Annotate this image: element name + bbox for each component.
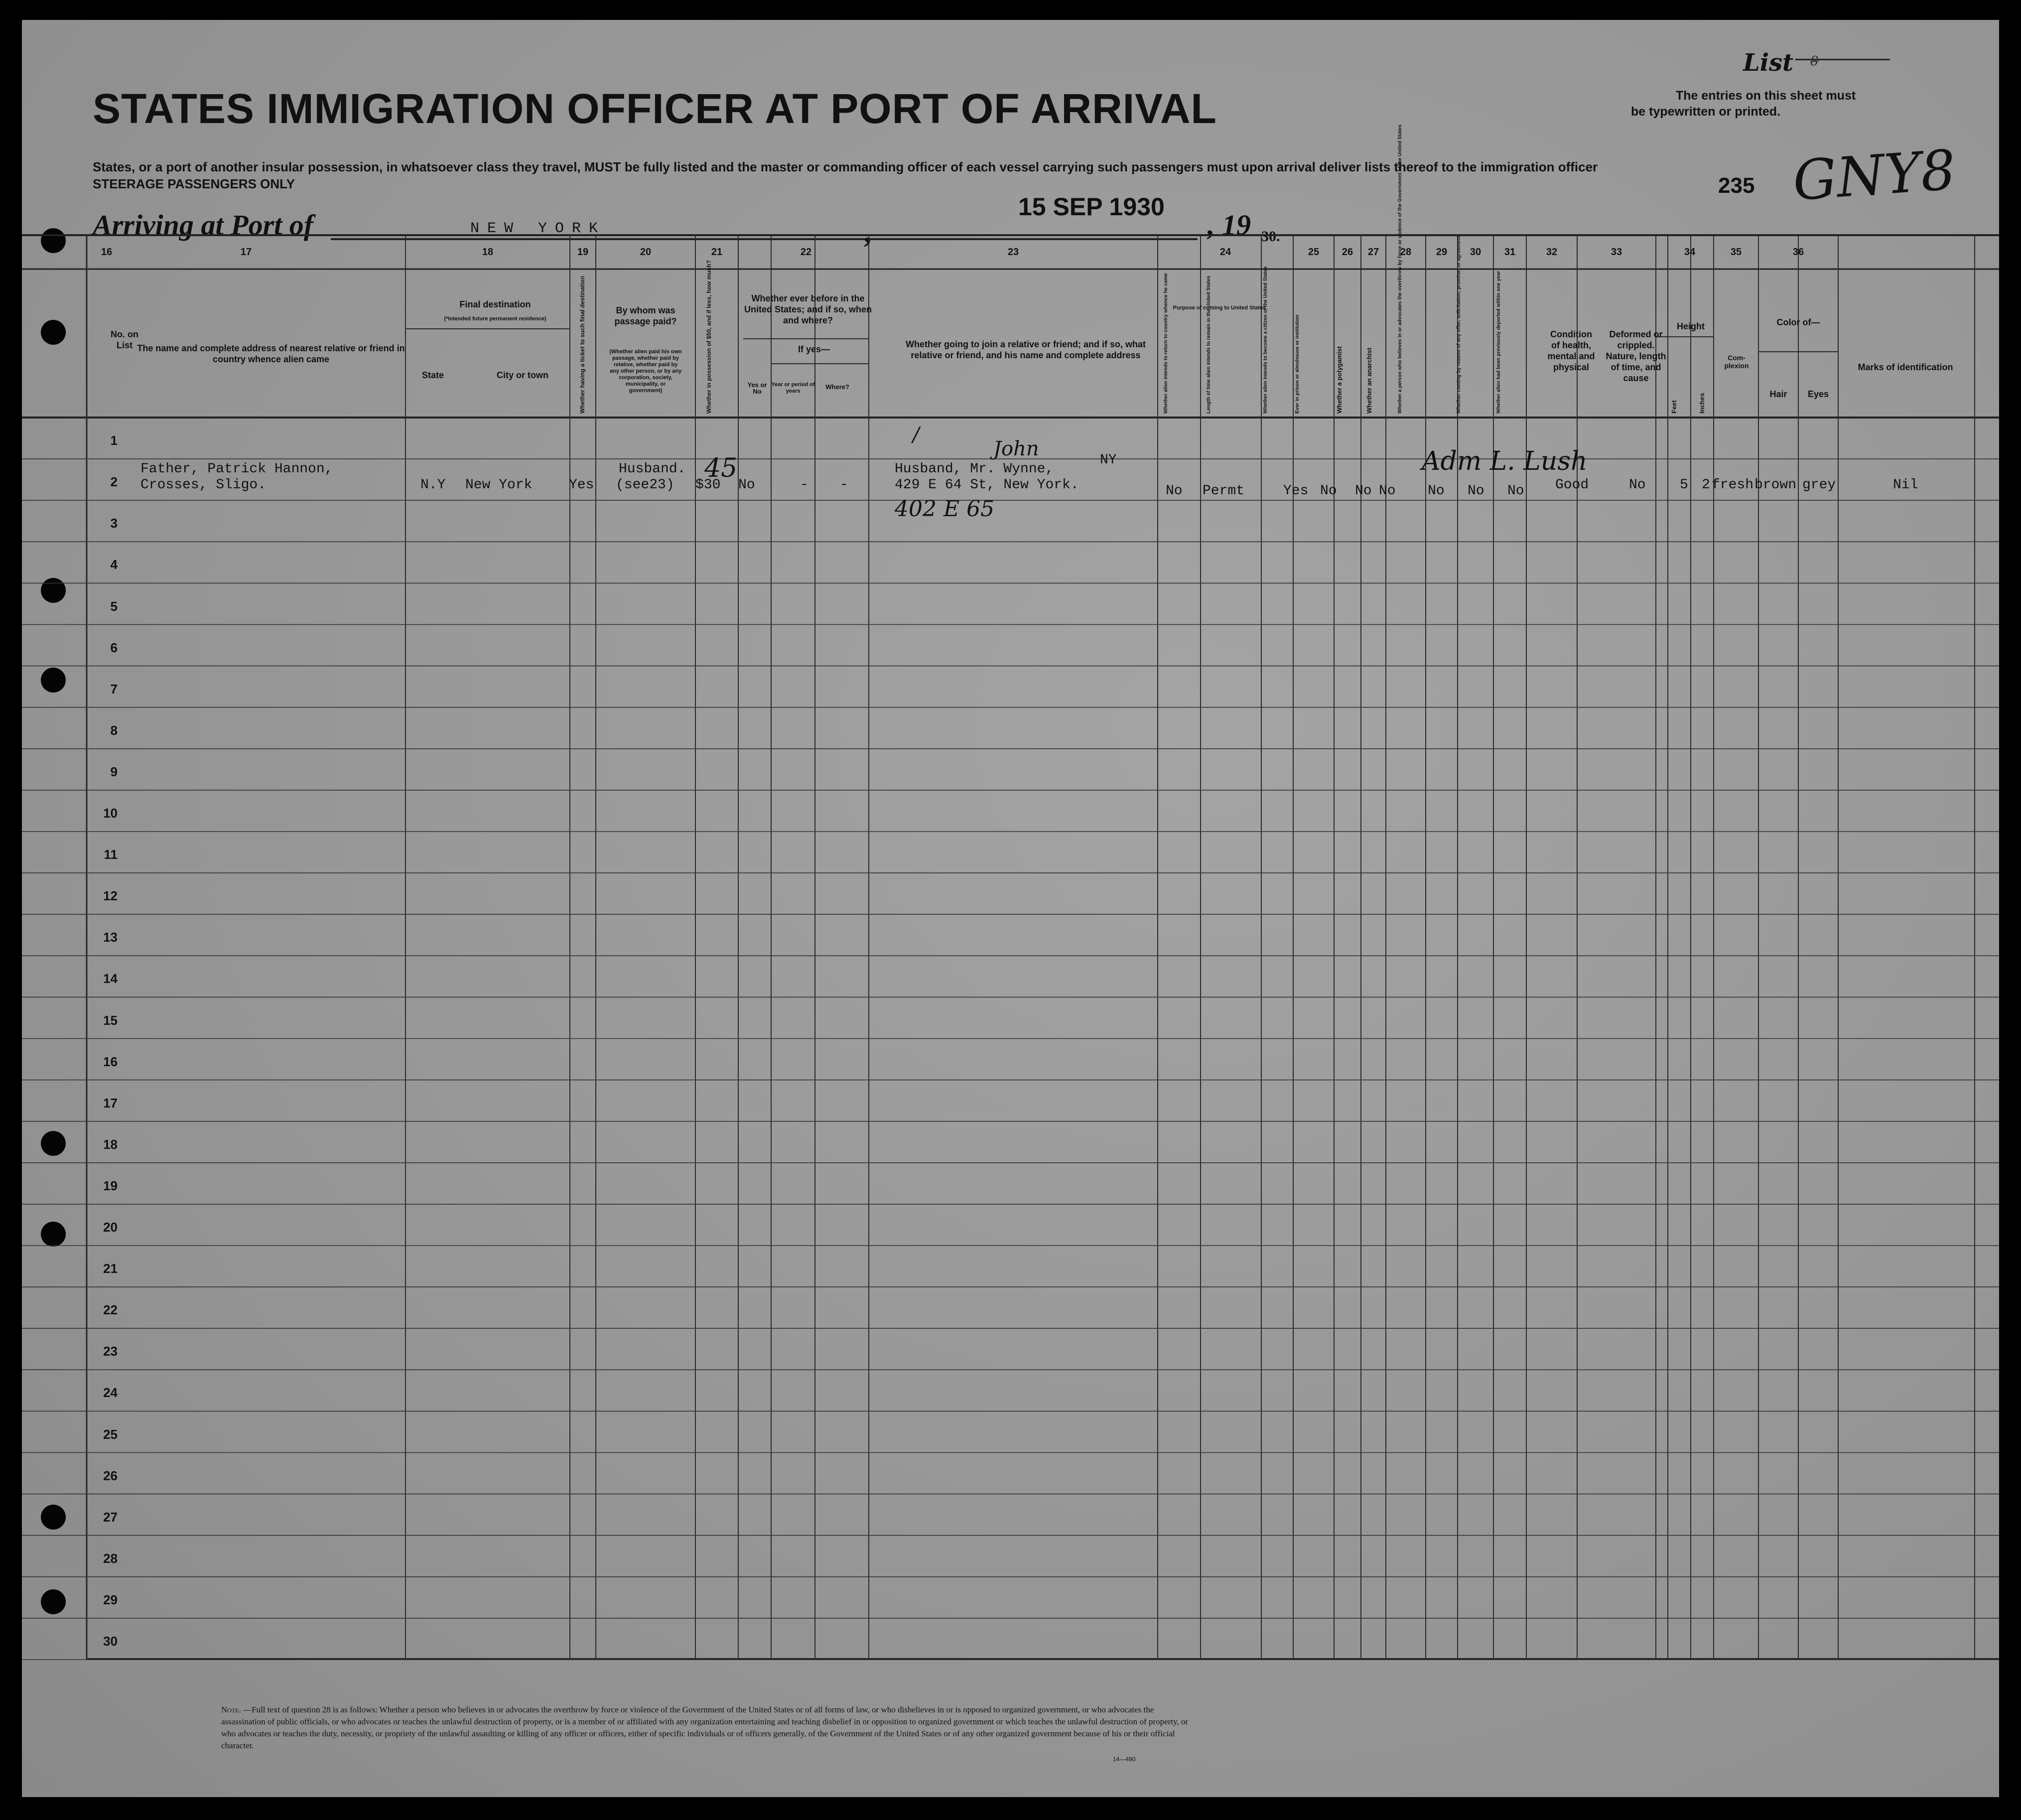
col33-header: Height [1677,321,1705,331]
column-number: 19 [577,247,589,258]
row-number: 29 [103,1592,118,1607]
column-number: 29 [1436,247,1448,258]
col24b-header: Length of time alien intends to remain in the United States [1206,276,1212,414]
col35-eyes: Eyes [1807,389,1829,399]
header-instruction: States, or a port of another insular possession, in whatsoever class they travel, MUST be fully listed and the master or commanding officer of each vessel carrying such passengers must upon arrival deliver lists thereof to the immigration officer [93,159,1598,174]
entry-relative-line1: Father, Patrick Hannon, [140,461,333,477]
column-number: 21 [711,247,723,258]
col23-header: Whether going to join a relative or friend; and if so, what relative or friend, and his name and complete address [905,339,1146,360]
entry-deformed: No [1629,477,1646,493]
row-number: 8 [110,722,118,738]
entry-paid-by: Husband. [619,461,686,477]
col16-header: No. on List [111,329,138,350]
entry-c29: No [1468,483,1484,499]
column-number: 25 [1308,247,1320,258]
column-number: 26 [1342,247,1353,258]
col19-header: Whether having a ticket to such final destination [579,276,586,414]
comma: , [864,216,871,249]
entry-relative-line2: Crosses, Sligo. [140,477,267,493]
col24a-header: Whether alien intends to return to country whence he came [1163,273,1169,414]
year-prefix: , 19 [1208,209,1251,241]
row-number: 3 [110,516,118,531]
col18-city: City or town [497,370,548,380]
entry-c25: No [1320,483,1337,499]
entry-where: - [840,477,848,493]
footnote-text: —Full text of question 28 is as follows: Whether a person who believes in or advocates the overthrow by force or violence of the Government of the United States or of all forms of law, or who disbelieves in or is opposed to organized government, or who advocates the assassination of public officials, or who advocates or teaches the unlawful destruction of property, or is a member of or affiliated with any organization entertaining and teaching disbelief in or opposition to organized government or which teaches the unlawful destruction of property, or who advocates or teaches the duty, necessity, or propriety of the unlawful assaulting or killing of any officer or officers, either of specific individuals or of officers generally, of the Government of the United States or of any other organized government because of his or their official character. [221,1705,1189,1750]
entry-join-hand-mark: / [913,423,920,446]
row-number: 4 [110,557,118,572]
row-number: 27 [103,1509,118,1525]
typewritten-note-1: The entries on this sheet must [1676,89,1856,103]
entry-feet: 5 [1680,477,1688,493]
row-number: 24 [103,1385,118,1400]
col20-header: By whom was passage paid? [614,305,677,326]
entry-length: Permt [1203,483,1245,499]
col34-header: Com- plexion [1724,354,1749,370]
arriving-label: Arriving at Port of [93,209,314,241]
entry-c28: No [1428,483,1445,499]
column-number: 22 [800,247,812,258]
entry-money-hand: 45 [704,453,738,483]
row-number: 11 [104,847,118,862]
col27-header: Whether an anarchist [1365,347,1373,414]
row-number: 22 [103,1302,118,1318]
col22-where: Where? [825,383,849,391]
col21-header: Whether in possession of $50, and if less, how much? [705,260,712,414]
entry-join-hand-name: John [993,437,1039,460]
entry-c30: No [1507,483,1524,499]
col26-header: Whether a polygamist [1336,346,1343,414]
row-number: 18 [103,1136,118,1152]
table-grid [22,20,1999,1797]
row-number: 5 [110,598,118,614]
col22-ifyes: If yes— [798,344,830,354]
row-number: 16 [103,1054,118,1069]
col30-header: Whether alien had been previously deported within one year [1496,271,1501,414]
steerage-note: STEERAGE PASSENGERS ONLY [93,176,295,191]
list-number: 8 [1810,54,1819,69]
row-number: 19 [103,1178,118,1193]
entry-polygamist: No [1355,483,1372,499]
manifest-sheet [22,20,1999,1797]
col33-feet: Feet [1670,400,1678,414]
col36-header: Marks of identification [1858,362,1953,372]
row-number: 13 [103,930,118,945]
col33-inches: Inches [1698,393,1706,414]
column-number: 18 [482,247,494,258]
entry-paid-by-ref: (see23) [616,477,674,493]
entry-return: No [1166,483,1183,499]
year-suffix: 30. [1261,228,1280,245]
entry-join-state: NY [1100,452,1117,468]
entry-year: - [800,477,808,493]
entry-complexion: fresh [1712,477,1754,493]
entry-citizen: Yes [1283,483,1309,499]
row-number: 30 [103,1634,118,1649]
footnote-label: Note. [221,1705,241,1714]
column-number: 36 [1792,247,1804,258]
col17-header: The name and complete address of nearest relative or friend in country whence alien came [137,343,405,364]
col22-header: Whether ever before in the United States; and if so, when and where? [744,293,872,325]
row-number: 12 [103,888,118,904]
row-number: 14 [103,971,118,986]
entry-ticket: Yes [569,477,594,493]
column-number: 32 [1546,247,1558,258]
row-number: 25 [103,1426,118,1442]
column-number: 17 [240,247,252,258]
form-number: 14—490 [1113,1756,1136,1763]
handwritten-code: GNY8 [1790,138,1958,213]
row-number: 6 [110,640,118,655]
list-label: List [1743,49,1794,77]
entry-before: No [738,477,755,493]
sheet-number: 235 [1718,173,1755,198]
page-title: STATES IMMIGRATION OFFICER AT PORT OF ARRIVAL [93,85,1217,132]
row-number: 26 [103,1468,118,1483]
row-number: 7 [110,681,118,697]
entry-city: New York [465,477,533,493]
col18-header: Final destination [459,299,531,309]
row-number: 2 [110,474,118,490]
entry-join-line1: Husband, Mr. Wynne, [895,461,1054,477]
typewritten-note-2: be typewritten or printed. [1631,105,1781,119]
entry-join-line2: 429 E 64 St, New York. [895,477,1079,493]
column-number: 35 [1730,247,1742,258]
col32-header: Deformed or crippled. Nature, length of time, and cause [1606,329,1666,383]
col29-header: Whether coming by reason of any offer, solicitation, promise, or agreement [1456,236,1462,414]
col28-header: Whether a person who believes in or advocates the overthrow by force or violence of the Government of the United States [1397,124,1403,414]
entry-marks: Nil [1893,477,1918,493]
col18-subheader: (*Intended future permanent residence) [444,316,546,322]
col18-state: State [421,370,444,380]
row-number: 9 [110,764,118,779]
col22-year: Year or period of years [771,382,815,394]
col24c-header: Whether alien intends to become a citizen of the United States [1263,266,1268,414]
row-number: 20 [103,1220,118,1235]
col25-header: Ever in prison or almshouse or institution [1295,314,1300,414]
entry-join-hand-address: 402 E 65 [895,496,995,522]
column-number: 34 [1684,247,1696,258]
row-number: 1 [110,433,118,448]
col20-subheader: (Whether alien paid his own passage, whether paid by relative, whether paid by any other person, or by any corporation, society, municipality, or government) [609,349,682,394]
date-stamp: 15 SEP 1930 [1018,193,1165,221]
entry-eyes: grey [1802,477,1836,493]
col35-header: Color of— [1776,317,1820,327]
column-number: 31 [1504,247,1516,258]
row-number: 17 [103,1095,118,1111]
footnote [221,1704,1193,1752]
col31-header: Condition of health, mental and physical [1547,329,1595,372]
column-number: 27 [1367,247,1379,258]
row-number: 23 [103,1344,118,1359]
column-number: 24 [1219,247,1231,258]
col35-hair: Hair [1769,389,1787,399]
entry-money: $30 [695,477,721,493]
row-number: 21 [103,1261,118,1276]
row-number: 15 [103,1012,118,1028]
entry-health: Good [1555,477,1589,493]
row-number: 10 [103,806,118,821]
entry-hair: brown [1754,477,1797,493]
column-number: 33 [1611,247,1622,258]
column-number: 20 [640,247,652,258]
row-number: 28 [103,1550,118,1566]
col22-yesno: Yes or No [747,381,767,395]
col24-header: Purpose of coming to United States [1173,305,1266,311]
column-number: 23 [1007,247,1019,258]
column-number: 16 [101,247,113,258]
entry-state: N.Y [420,477,446,493]
entry-inches: 2 [1702,477,1710,493]
entry-anarchist: No [1379,483,1396,499]
column-number: 30 [1470,247,1482,258]
column-number: 28 [1400,247,1412,258]
port-name: NEW YORK [470,220,606,237]
entry-hand-note: Adm L. Lush [1422,446,1588,476]
